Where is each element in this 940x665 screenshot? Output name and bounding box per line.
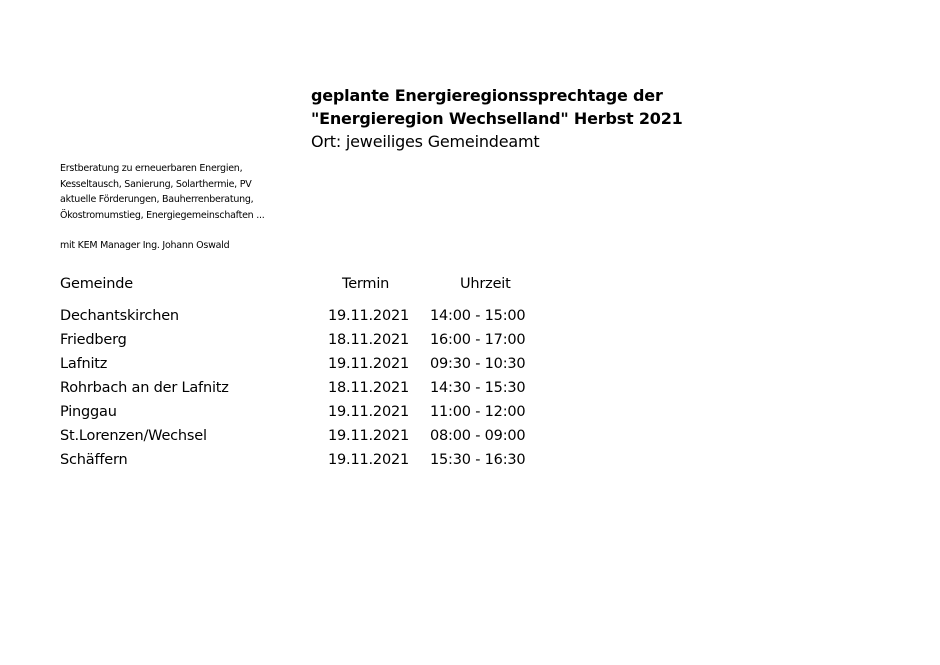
cell-uhrzeit: 14:00 - 15:00 bbox=[430, 308, 526, 324]
cell-gemeinde: Rohrbach an der Lafnitz bbox=[60, 380, 229, 396]
table-row bbox=[60, 451, 580, 475]
cell-termin: 19.11.2021 bbox=[328, 428, 410, 444]
cell-gemeinde: St.Lorenzen/Wechsel bbox=[60, 428, 207, 444]
cell-gemeinde: Lafnitz bbox=[60, 356, 108, 372]
intro-line-3: aktuelle Förderungen, Bauherrenberatung, bbox=[60, 194, 254, 205]
cell-gemeinde: Schäffern bbox=[60, 452, 128, 468]
document-title-block bbox=[311, 84, 683, 153]
title-line-2: "Energieregion Wechselland" Herbst 2021 bbox=[311, 109, 683, 128]
cell-termin: 19.11.2021 bbox=[328, 308, 410, 324]
cell-termin: 19.11.2021 bbox=[328, 452, 410, 468]
cell-gemeinde: Friedberg bbox=[60, 332, 127, 348]
cell-uhrzeit: 11:00 - 12:00 bbox=[430, 404, 526, 420]
cell-termin: 19.11.2021 bbox=[328, 404, 410, 420]
cell-termin: 18.11.2021 bbox=[328, 332, 410, 348]
intro-line-1: Erstberatung zu erneuerbaren Energien, bbox=[60, 163, 243, 174]
title-line-1: geplante Energieregionssprechtage der bbox=[311, 86, 663, 105]
cell-uhrzeit: 14:30 - 15:30 bbox=[430, 380, 526, 396]
table-row bbox=[60, 331, 580, 355]
header-gemeinde: Gemeinde bbox=[60, 276, 133, 292]
cell-uhrzeit: 08:00 - 09:00 bbox=[430, 428, 526, 444]
table-row bbox=[60, 355, 580, 379]
cell-termin: 19.11.2021 bbox=[328, 356, 410, 372]
cell-termin: 18.11.2021 bbox=[328, 380, 410, 396]
cell-uhrzeit: 15:30 - 16:30 bbox=[430, 452, 526, 468]
cell-uhrzeit: 09:30 - 10:30 bbox=[430, 356, 526, 372]
intro-line-2: Kesseltausch, Sanierung, Solarthermie, PV bbox=[60, 178, 252, 190]
manager-note: mit KEM Manager Ing. Johann Oswald bbox=[60, 240, 230, 251]
table-row bbox=[60, 403, 580, 427]
table-row bbox=[60, 307, 580, 331]
schedule-table bbox=[60, 275, 580, 475]
intro-line-4: Ökostromumstieg, Energiegemeinschaften ... bbox=[60, 209, 265, 221]
table-row bbox=[60, 379, 580, 403]
header-uhrzeit: Uhrzeit bbox=[460, 276, 511, 292]
table-row bbox=[60, 427, 580, 451]
header-termin: Termin bbox=[342, 276, 390, 292]
cell-uhrzeit: 16:00 - 17:00 bbox=[430, 332, 526, 348]
cell-gemeinde: Pinggau bbox=[60, 404, 117, 420]
intro-description bbox=[60, 161, 265, 223]
location-line: Ort: jeweiliges Gemeindeamt bbox=[311, 132, 540, 151]
table-header-row bbox=[60, 275, 580, 307]
cell-gemeinde: Dechantskirchen bbox=[60, 308, 179, 324]
